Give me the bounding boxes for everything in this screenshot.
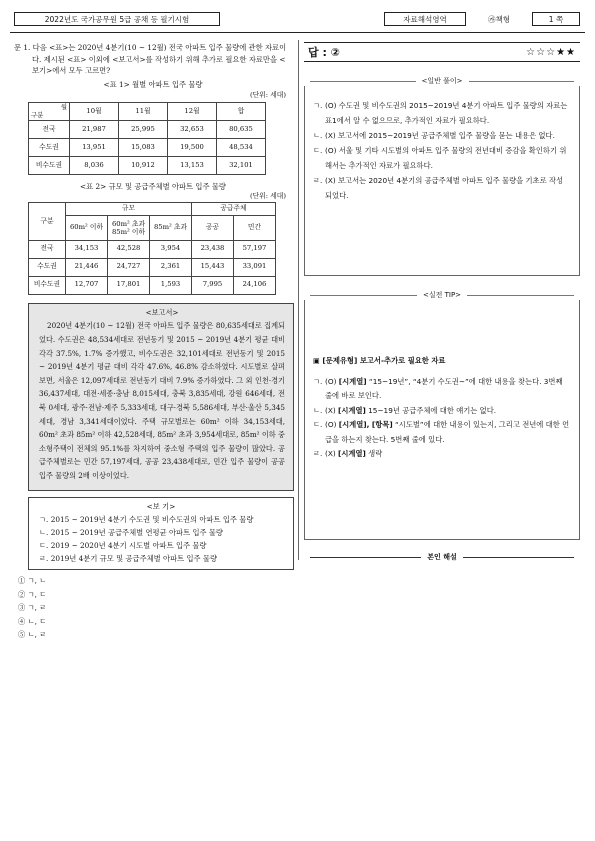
table-cell: 17,801: [108, 276, 150, 294]
table1-col: 11월: [119, 102, 168, 120]
item-mark: ㄷ.: [313, 146, 323, 155]
column-divider: [298, 40, 299, 560]
page-box: [532, 12, 580, 26]
item-text: (O) 수도권 및 비수도권의 2015~2019년 4분기 아파트 입주 물량의 자료는 표1에서 알 수 없으므로, 추가적인 자료가 필요하다.: [325, 101, 568, 125]
table-cell: 33,091: [234, 258, 276, 276]
row-label: 수도권: [29, 258, 66, 276]
item-text: “시도별”에 대한 내용이 있는지, 그리고 전년에 대한 언급을 하는지 찾는다. 5번째 줄에 있다.: [325, 420, 570, 444]
commentary-title: 본인 해설: [304, 552, 580, 562]
table-cell: 25,995: [119, 120, 168, 138]
table1-col: 합: [217, 102, 266, 120]
item-text: 생략: [365, 449, 383, 458]
table2-sub: 85m² 초과: [150, 215, 192, 240]
table2-group-supplier: 공급주체: [192, 203, 276, 216]
table1-header-row: [29, 102, 266, 120]
choice-4[interactable]: ④ ㄴ, ㄷ: [18, 616, 47, 626]
exam-title-box: [14, 12, 220, 26]
table-cell: 32,101: [217, 156, 266, 174]
tip-item: [313, 404, 571, 419]
report-text: 2020년 4분기(10 ~ 12월) 전국 아파트 입주 물량은 80,635세대로 집계되었다. 수도권은 48,534세대로 전년동기 및 2015 ~ 2019년 4분기 평균 대비 각각 37.5%, 1.7% 증가했고, 비수도권은 32,101세대로 전년동기 및 2015 ~ 2019년 4분기 평균 대비 각각 47.6%, 46.8% 감소하였다. 시도별로 살펴보면, 서울은 12,097세대로 전년동기 대비 7.9% 증가하였다. 그 외 인천·경기 36,437세대, 대전·세종·충남 8,015세대, 충북 3,835세대, 강원 646세대, 전북 0세대, 광주·전남·제주 5,333세대, 대구·경북 5,586세대, 부산·울산 5,345세대, 경남 3,341세대이었다. 주택 규모별로는 60m² 이하 34,153세대, 60m² 초과 85m² 이하 42,528세대, 85m² 초과 3,954세대로, 85m² 이하 중소형주택이 전체의 95.1%를 차지하여 중소형 주택의 입주 물량이 많았다. 공급주체별로는 민간 57,197세대, 공공 23,438세대로, 민간 입주 물량이 공공 입주 물량의 2배 이상이었다.: [39, 321, 285, 480]
bogi-box: [28, 497, 294, 570]
general-title: <일반 풀이>: [304, 76, 580, 86]
choice-5[interactable]: ⑤ ㄴ, ㄹ: [18, 630, 47, 640]
bogi-item: ㄷ. 2019 ~ 2020년 4분기 시도별 아파트 입주 물량: [39, 541, 207, 551]
general-item: [313, 128, 569, 143]
difficulty-stars: ☆☆☆★★: [526, 46, 576, 58]
item-tag: [시계열]: [338, 376, 367, 386]
answer-bar: [304, 42, 580, 62]
table-cell: 3,954: [150, 240, 192, 258]
table-cell: 21,987: [70, 120, 119, 138]
bogi-item: ㄹ. 2019년 4분기 규모 및 공급주체별 아파트 입주 물량: [39, 554, 218, 564]
item-mark: ㄹ.: [313, 449, 323, 458]
report-box: [28, 303, 294, 492]
table1-col: 12월: [168, 102, 217, 120]
table2-sub: 60m² 초과 85m² 이하: [108, 215, 150, 240]
item-text: (X) 보고서는 2020년 4분기의 공급주체별 아파트 입주 물량을 기초로 작성되었다.: [325, 176, 564, 200]
bogi-item: ㄱ. 2015 ~ 2019년 4분기 수도권 및 비수도권의 아파트 입주 물량: [39, 515, 254, 525]
table1-unit: (단위: 세대): [249, 91, 286, 100]
row-label: 수도권: [29, 138, 70, 156]
table-cell: 24,106: [234, 276, 276, 294]
table2-group-row: [29, 203, 276, 216]
item-mark: ㄴ.: [313, 131, 323, 140]
table-cell: 34,153: [66, 240, 108, 258]
table-cell: 21,446: [66, 258, 108, 276]
answer-label: 답 : ②: [308, 46, 340, 59]
table-cell: 13,153: [168, 156, 217, 174]
table-cell: 2,361: [150, 258, 192, 276]
table-cell: 80,635: [217, 120, 266, 138]
question-column: [14, 42, 292, 642]
item-text: (X) 보고서에 2015~2019년 공급주체별 입주 물량을 묻는 내용은 없다.: [325, 131, 555, 140]
table-cell: 23,438: [192, 240, 234, 258]
item-mark: ㄹ.: [313, 176, 323, 185]
row-label: 비수도권: [29, 276, 66, 294]
item-verdict: (X): [325, 405, 339, 415]
choice-3[interactable]: ③ ㄱ, ㄹ: [18, 603, 47, 613]
table-row: [29, 258, 276, 276]
item-verdict: (O): [325, 420, 339, 429]
table-cell: 42,528: [108, 240, 150, 258]
table2-sub: 공공: [192, 215, 234, 240]
table-cell: 12,707: [66, 276, 108, 294]
row-label: 전국: [29, 240, 66, 258]
table2: [28, 202, 276, 295]
table-cell: 7,995: [192, 276, 234, 294]
explanation-column: [304, 42, 580, 562]
general-item: [313, 143, 569, 173]
table-cell: 13,951: [70, 138, 119, 156]
choice-1[interactable]: ① ㄱ, ㄴ: [18, 576, 47, 586]
table-row: [29, 120, 266, 138]
row-label: 비수도권: [29, 156, 70, 174]
table-cell: 48,534: [217, 138, 266, 156]
table2-sub-row: [29, 215, 276, 240]
table-cell: 8,036: [70, 156, 119, 174]
general-item: [313, 98, 569, 128]
tip-box: [304, 300, 580, 540]
subject-label: 자료해석영역: [403, 14, 447, 24]
table1-corner: [29, 102, 70, 120]
table-cell: 1,593: [150, 276, 192, 294]
item-text: “15~19년”, “4분기 수도권~”에 대한 내용을 찾는다. 3번째 줄에 바로 보인다.: [325, 376, 563, 400]
report-title: <보고서>: [145, 307, 179, 317]
item-verdict: (O): [325, 376, 339, 386]
question-text: 다음 <표>는 2020년 4분기(10 ~ 12월) 전국 아파트 입주 물량에 관한 자료이다. 제시된 <표> 이외에 <보고서>를 작성하기 위해 추가로 필요한 자료만을 <보기>에서 모두 고르면?: [32, 43, 287, 76]
table-cell: 57,197: [234, 240, 276, 258]
question-stem: [14, 42, 292, 77]
item-verdict: (X): [325, 449, 339, 458]
item-tag: [시계열], [항목]: [338, 420, 393, 429]
general-item: [313, 173, 569, 203]
tip-item: [313, 447, 571, 462]
item-text: (O) 서울 및 기타 시도별의 아파트 입주 물량의 전년대비 증감을 확인하기 위해서는 추가적인 자료가 필요하다.: [325, 146, 567, 170]
table1-corner-bottom: 구분: [31, 111, 44, 120]
table2-unit: (단위: 세대): [249, 191, 286, 200]
page-number: 1 쪽: [548, 14, 564, 24]
table-row: [29, 138, 266, 156]
table-row: [29, 156, 266, 174]
table2-group-size: 규모: [66, 203, 192, 216]
tip-item: [313, 418, 571, 447]
table-row: [29, 240, 276, 258]
header-rule: [10, 32, 585, 33]
item-mark: ㄱ.: [313, 376, 323, 386]
table-cell: 15,443: [192, 258, 234, 276]
table1: [28, 102, 266, 175]
item-tag: [시계열]: [338, 449, 366, 458]
bogi-title: <보 기>: [146, 502, 176, 512]
bogi-item: ㄴ. 2015 ~ 2019년 공급주체별 연평균 아파트 입주 물량: [39, 528, 223, 538]
type-mark-box: [474, 12, 524, 26]
item-mark: ㄷ.: [313, 420, 323, 429]
table2-row-header: 구분: [29, 203, 66, 241]
tip-title: <실전 TIP>: [304, 290, 580, 300]
table-cell: 24,727: [108, 258, 150, 276]
table-cell: 19,500: [168, 138, 217, 156]
table2-sub: 60m² 이하: [66, 215, 108, 240]
table1-col: 10월: [70, 102, 119, 120]
item-text: 15~19년 공급주체에 대한 얘기는 없다.: [365, 405, 497, 415]
type-mark: ㉮책형: [488, 14, 510, 24]
exam-title: 2022년도 국가공무원 5급 공채 등 필기시험: [44, 14, 190, 24]
item-mark: ㄱ.: [313, 101, 323, 110]
item-tag: [시계열]: [338, 405, 366, 415]
general-box: [304, 86, 580, 276]
row-label: 전국: [29, 120, 70, 138]
table2-caption: <표 2> 규모 및 공급주체별 아파트 입주 물량: [80, 181, 226, 191]
table2-sub: 민간: [234, 215, 276, 240]
tip-item: [313, 375, 571, 404]
table-cell: 32,653: [168, 120, 217, 138]
table-cell: 10,912: [119, 156, 168, 174]
tip-heading: ▣ [문제유형] 보고서-추가로 필요한 자료: [313, 356, 446, 365]
table-cell: 15,083: [119, 138, 168, 156]
question-number: 문 1.: [14, 43, 31, 52]
table1-corner-top: 월: [60, 103, 67, 112]
answer-choices: [18, 574, 292, 641]
table-row: [29, 276, 276, 294]
choice-2[interactable]: ② ㄱ, ㄷ: [18, 589, 47, 599]
item-mark: ㄴ.: [313, 405, 323, 415]
table1-caption: <표 1> 월별 아파트 입주 물량: [103, 79, 203, 89]
subject-box: [384, 12, 466, 26]
